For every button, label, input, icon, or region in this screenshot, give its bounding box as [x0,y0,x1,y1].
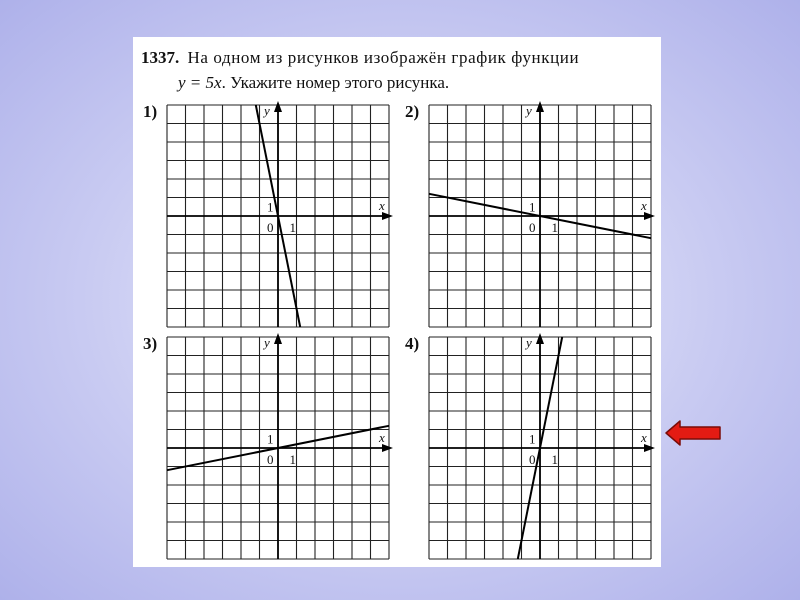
x-unit-label: 1 [551,220,558,235]
function-formula: y = 5x [178,73,222,92]
x-axis-label: x [641,198,647,213]
x-axis-label: x [379,198,385,213]
problem-card [133,37,661,567]
graph-panels [133,37,661,567]
panel-label: 4) [405,334,420,353]
y-unit-label: 1 [529,431,536,447]
y-axis-label: y [264,103,270,118]
y-axis-arrow-icon [536,101,544,112]
x-unit-label: 1 [289,220,296,235]
y-axis-label: y [526,335,532,350]
graph-panel-4 [405,333,655,559]
y-axis-arrow-icon [274,101,282,112]
x-unit-label: 1 [551,452,558,467]
x-axis-label: x [641,430,647,445]
answer-arrow-icon [664,418,724,448]
y-axis-label: y [526,103,532,118]
x-axis-label: x [379,430,385,445]
x-unit-label: 1 [289,452,296,467]
y-axis-arrow-icon [274,333,282,344]
panel-label: 3) [143,334,158,353]
x-axis-arrow-icon [644,212,655,220]
origin-label: 0 [529,220,536,235]
y-unit-label: 1 [267,431,274,447]
panel-label: 1) [143,102,158,121]
x-axis-arrow-icon [382,444,393,452]
problem-number: 1337. [141,48,180,67]
panel-label: 2) [405,102,420,121]
y-unit-label: 1 [267,199,274,215]
origin-label: 0 [267,452,274,467]
y-axis-label: y [264,335,270,350]
origin-label: 0 [529,452,536,467]
problem-instruction: . Укажите номер этого рисунка. [221,73,450,92]
origin-label: 0 [267,220,274,235]
graph-panel-3 [143,333,393,559]
x-axis-arrow-icon [644,444,655,452]
problem-question: На одном из рисунков изображён график функции [187,48,580,67]
graph-panel-1 [143,101,393,327]
x-axis-arrow-icon [382,212,393,220]
y-unit-label: 1 [529,199,536,215]
y-axis-arrow-icon [536,333,544,344]
graph-panel-2 [405,101,655,327]
